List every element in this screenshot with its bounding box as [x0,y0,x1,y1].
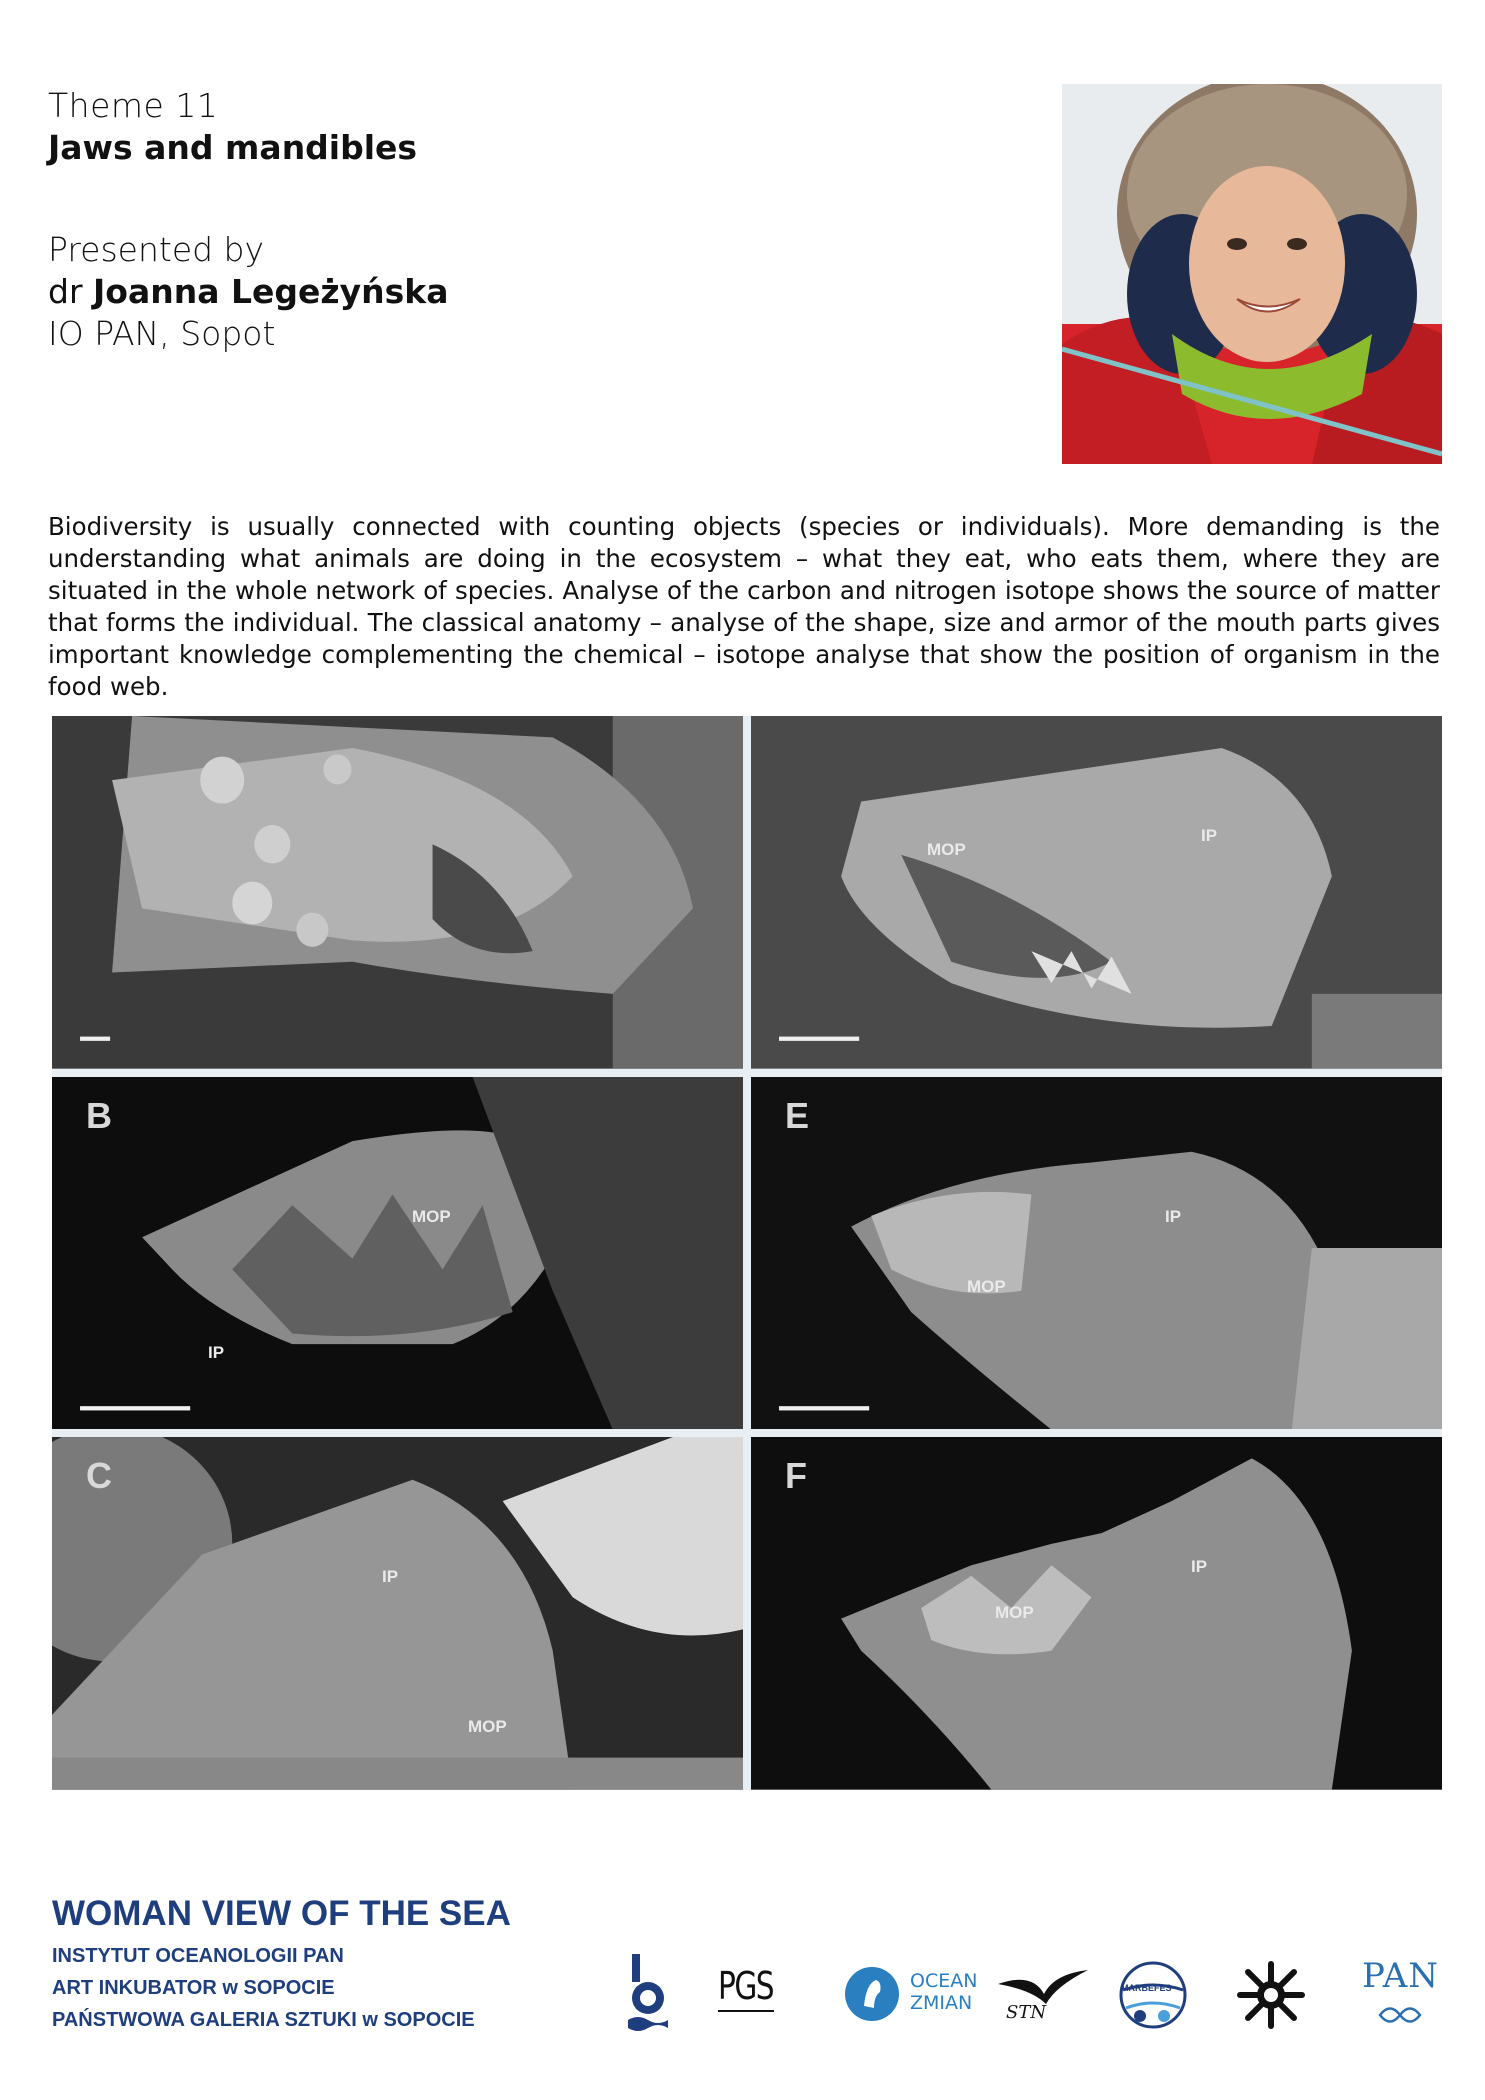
micrograph-panel-e [751,1077,1442,1430]
micrograph-panel-2 [751,716,1442,1069]
presented-by-label: Presented by [48,230,265,269]
presenter [48,272,448,311]
micrograph-image-2 [751,716,1442,1069]
stn-bird-icon [992,1950,1092,2040]
footer-title: WOMAN VIEW OF THE SEA [52,1894,511,1933]
panel-letter-b: B [86,1094,112,1136]
micrograph-panel-1 [52,716,743,1069]
panel-letter-e: E [785,1094,810,1136]
marbefes-logo [1118,1950,1188,2040]
label-mop: MOP [995,1603,1034,1623]
panel-letter-c: C [86,1455,112,1497]
mandible-figure [52,716,1442,1790]
label-ip: IP [1165,1206,1182,1226]
partner-logos [622,1950,1442,2040]
stn-logo [992,1950,1092,2040]
io-pan-logo [622,1950,672,2040]
theme-title: Jaws and mandibles [48,128,418,167]
micrograph-image-1 [52,716,743,1069]
micrograph-image-f [751,1437,1442,1790]
affiliation: IO PAN, Sopot [48,314,276,353]
ocean-zmian-top: OCEAN [910,1970,978,1992]
footer-line-2: ART INKUBATOR w SOPOCIE [52,1977,335,1999]
pgs-logo-text: PGS [718,1964,773,2008]
micrograph-image-c [52,1437,743,1790]
theme-number: Theme 11 [48,86,219,125]
label-ip: IP [382,1567,399,1587]
footer-line-3: PAŃSTWOWA GALERIA SZTUKI w SOPOCIE [52,2009,475,2031]
ocean-zmian-icon [844,1966,900,2022]
micrograph-image-e [751,1077,1442,1430]
micrograph-panel-c [52,1437,743,1790]
galeria-sun-logo [1236,1950,1306,2040]
micrograph-panel-b [52,1077,743,1430]
label-mop: MOP [468,1717,507,1737]
presenter-photo [1062,84,1442,464]
pan-logo [1358,1950,1442,2040]
marbefes-globe-icon [1118,1960,1188,2030]
pan-infinity-icon [1360,2000,1440,2030]
panel-letter-f: F [785,1455,807,1497]
micrograph-image-b [52,1077,743,1430]
pan-logo-text: PAN [1362,1956,1440,1996]
label-ip: IP [1191,1557,1208,1577]
portrait-illustration [1062,84,1442,464]
marbefes-text: MARBEFES [1121,1983,1172,1993]
pgs-logo [718,1950,788,2040]
label-ip: IP [208,1342,225,1362]
micrograph-panel-f [751,1437,1442,1790]
ocean-zmian-bottom: ZMIAN [910,1992,973,2014]
sun-rays-icon [1236,1960,1306,2030]
ocean-zmian-logo [844,1950,984,2040]
label-mop: MOP [967,1276,1006,1296]
footer-line-1: INSTYTUT OCEANOLOGII PAN [52,1945,344,1967]
presenter-name: Joanna Legeżyńska [93,272,449,311]
stn-text: STN [1006,2002,1047,2023]
presenter-prefix: dr [48,272,83,311]
label-mop: MOP [927,840,966,859]
label-mop: MOP [412,1206,451,1226]
label-ip: IP [1201,826,1218,845]
body-paragraph: Biodiversity is usually connected with counting objects (species or individuals). More demanding is the understanding what animals are doing in the ecosystem – what they eat, who eats them, where they are situated in the whole network of species. Analyse of the carbon and nitrogen isotope shows the source of matter that forms the individual. The classical anatomy – analyse of the shape, size and armor of the mouth parts gives important knowledge complementing the chemical – isotope analyse that show the position of organism in the food web. [48,512,1440,701]
